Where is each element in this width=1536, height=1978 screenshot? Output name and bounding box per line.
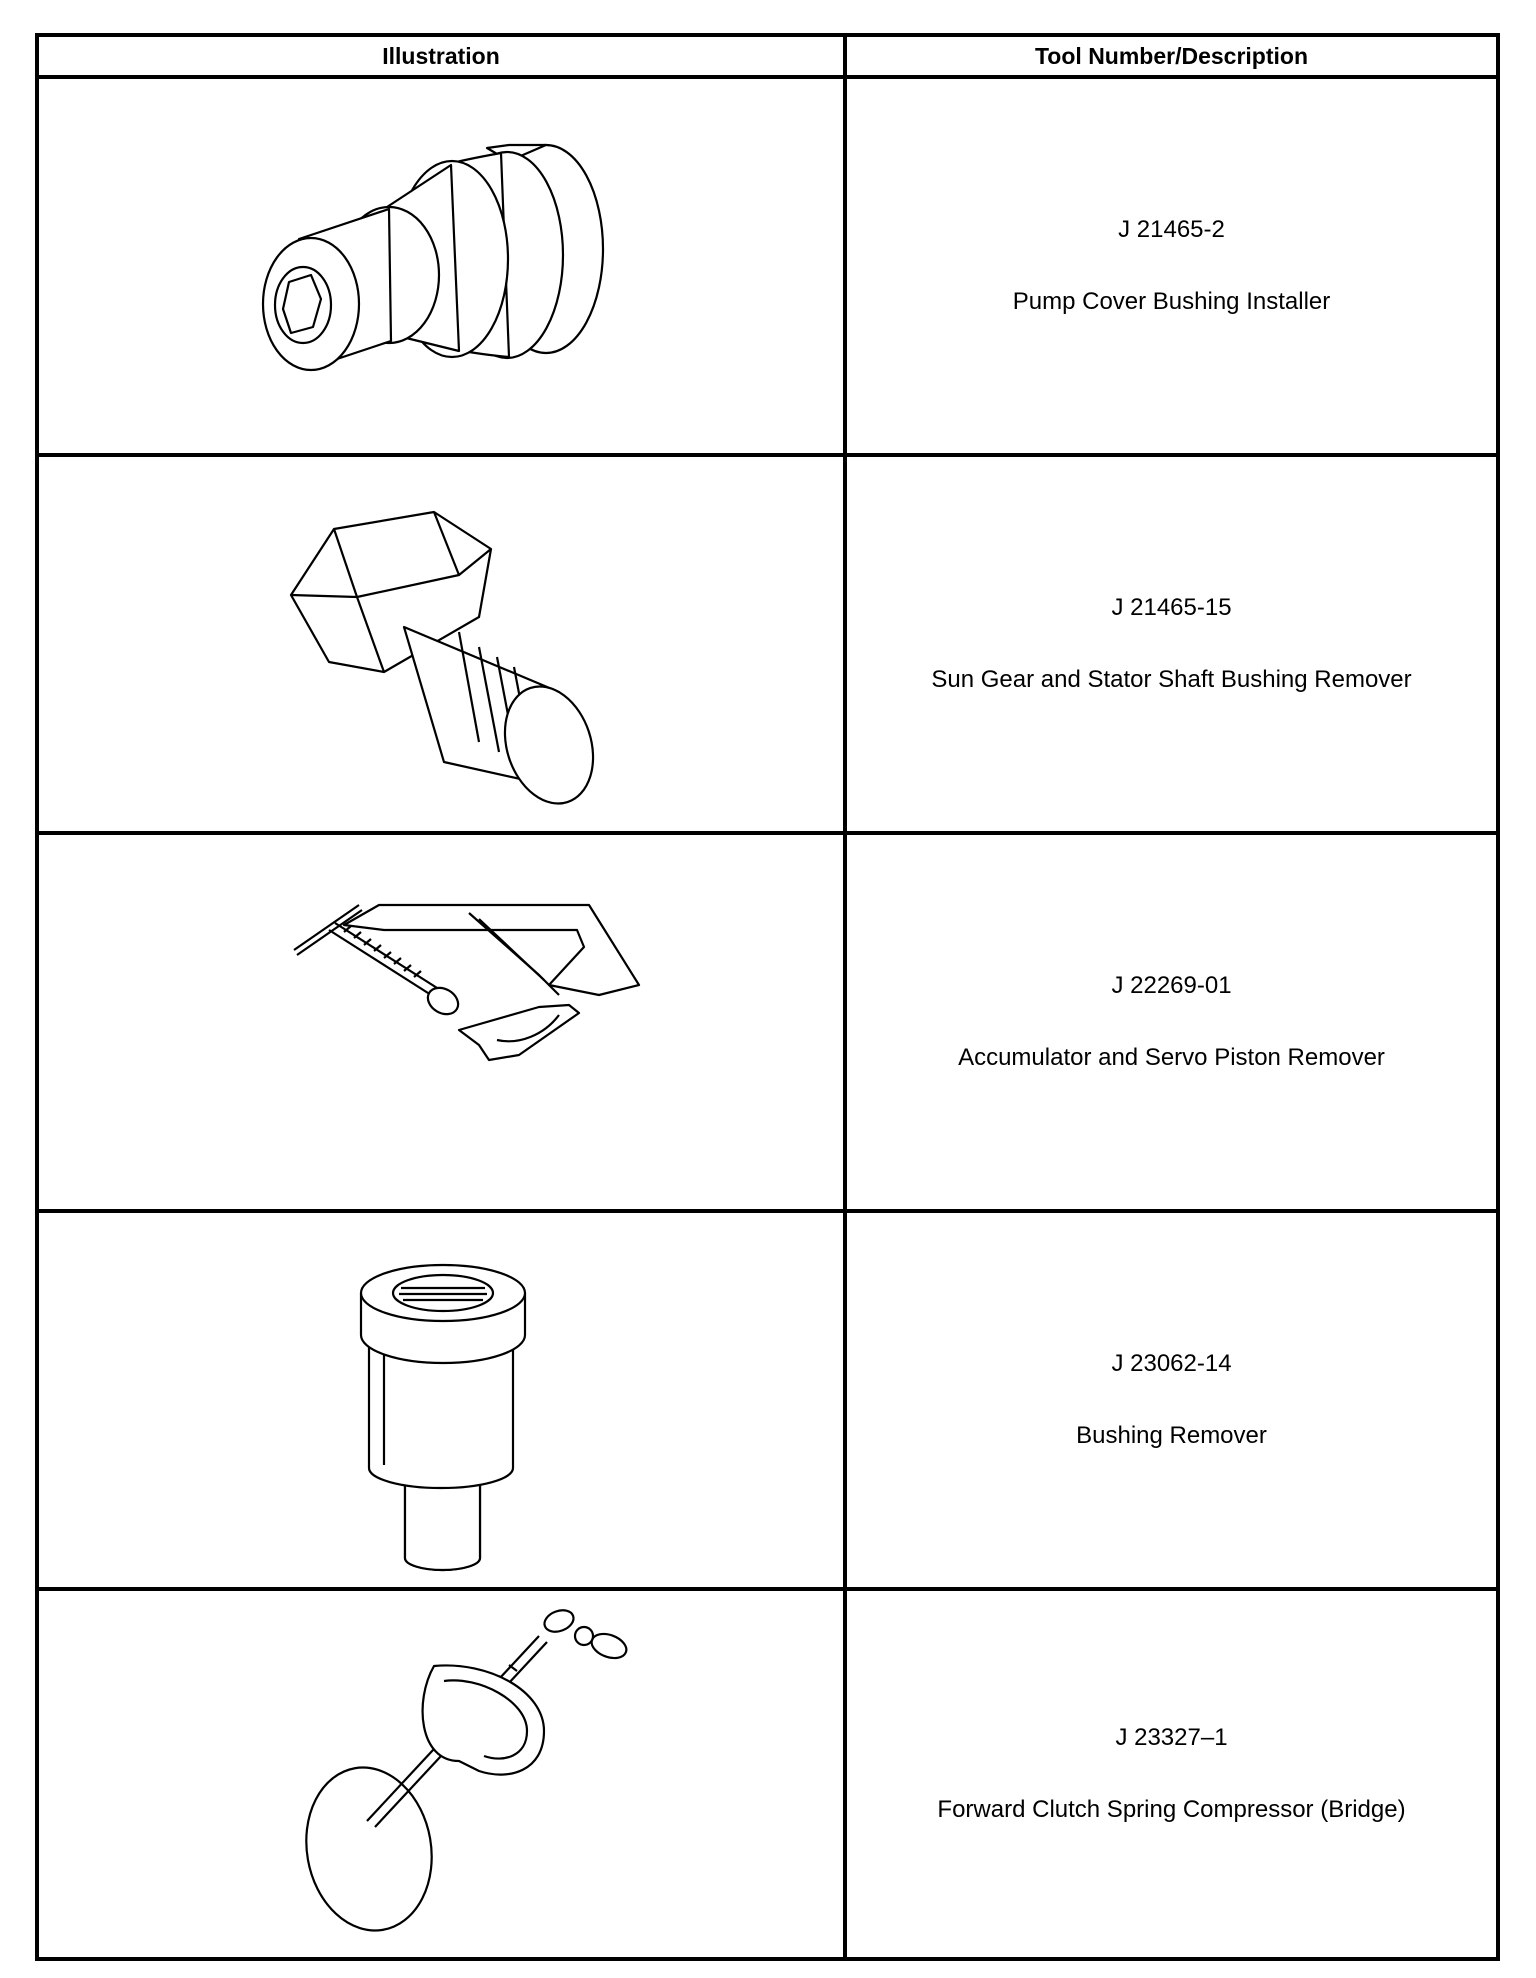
tool-number: J 21465-15 — [1111, 594, 1232, 621]
illustration-cell — [39, 1591, 843, 1957]
table-row — [39, 1591, 1496, 1957]
illustration-cell — [39, 457, 843, 831]
spring-compressor-icon — [39, 1591, 843, 1957]
illustration-cell — [39, 835, 843, 1209]
tool-description: Forward Clutch Spring Compressor (Bridge) — [937, 1796, 1406, 1823]
table-header — [39, 37, 1496, 79]
tool-number: J 21465-2 — [1118, 216, 1225, 243]
tool-description-cell — [847, 79, 1496, 453]
illustration-cell — [39, 1213, 843, 1587]
table-row — [39, 79, 1496, 457]
bushing-installer-icon — [39, 79, 843, 453]
special-tools-table — [35, 33, 1500, 1961]
bushing-remover-bolt-icon — [39, 457, 843, 831]
header-illustration: Illustration — [382, 43, 500, 69]
tool-description-cell — [847, 1591, 1496, 1957]
tool-number: J 23062-14 — [1111, 1350, 1232, 1377]
bushing-remover-icon — [39, 1213, 843, 1587]
tool-description: Bushing Remover — [1076, 1422, 1267, 1449]
illustration-cell — [39, 79, 843, 453]
piston-remover-clamp-icon — [39, 835, 843, 1209]
tool-description-cell — [847, 1213, 1496, 1587]
tool-description-cell — [847, 457, 1496, 831]
tool-description-cell — [847, 835, 1496, 1209]
table-row — [39, 835, 1496, 1213]
tool-description: Sun Gear and Stator Shaft Bushing Remover — [931, 666, 1412, 693]
tool-number: J 22269-01 — [1111, 972, 1232, 999]
table-row — [39, 457, 1496, 835]
tool-description: Accumulator and Servo Piston Remover — [958, 1044, 1385, 1071]
tool-description: Pump Cover Bushing Installer — [1012, 288, 1331, 315]
tool-number: J 23327–1 — [1115, 1724, 1228, 1751]
table-row — [39, 1213, 1496, 1591]
header-tool-number-description: Tool Number/Description — [1034, 43, 1309, 69]
